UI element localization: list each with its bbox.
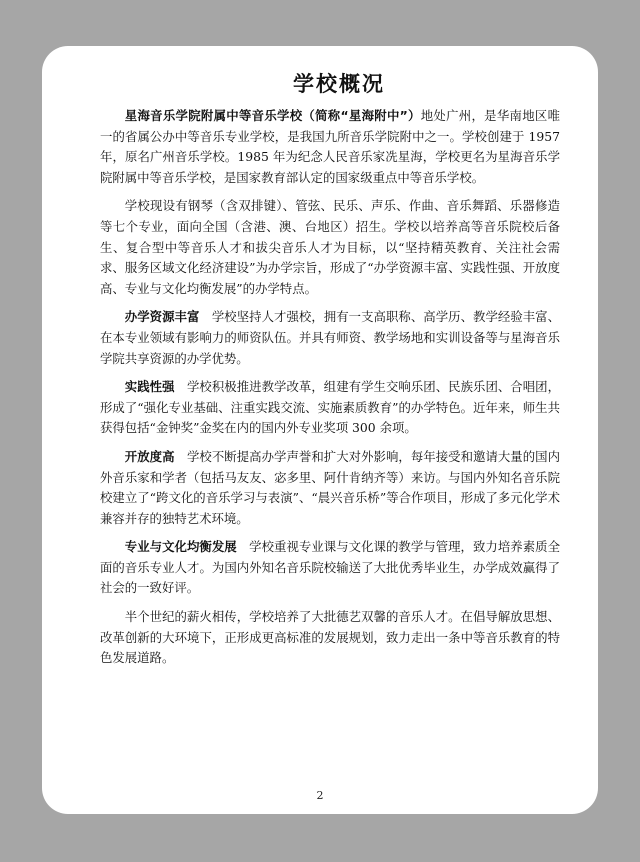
- page-title: 学校概况: [293, 72, 385, 96]
- paragraph-text: 学校现设有钢琴（含双排键）、管弦、民乐、声乐、作曲、音乐舞蹈、乐器修造等七个专业，面向全国（含港、澳、台地区）招生。学校以培养高等音乐院校后备生、复合型中等音乐人才和拔尖音乐人才为目标，以“坚持精英教育、关注社会需求、服务区域文化经济建设”为办学宗旨，形成了“办学资源丰富、实践性强、开放度高、专业与文化均衡发展”的办学特点。: [100, 198, 560, 296]
- paragraph-lead: 办学资源丰富: [124, 309, 200, 325]
- paragraph-text: 学校坚持人才强校，拥有一支高职称、高学历、教学经验丰富、在本专业领域有影响力的师资队伍。并具有师资、教学场地和实训设备等与星海音乐学院共享资源的办学优势。: [100, 309, 561, 366]
- paragraph-text: 地处广州，是华南地区唯一的省属公办中等音乐专业学校，是我国九所音乐学院附中之一。学校创建于 1957 年，原名广州音乐学校。1985 年为纪念人民音乐家冼星海，学校更名为星海音乐学院附属中等音乐学校，是国家教育部认定的国家级重点中等音乐学校。: [100, 108, 560, 185]
- paragraph-intro: [100, 106, 560, 188]
- paragraph-lead: 星海音乐学院附属中等音乐学校（简称“星海附中”）: [124, 108, 421, 123]
- page-number: 2: [316, 789, 324, 802]
- paragraph-lead: 专业与文化均衡发展: [124, 539, 237, 555]
- paragraph-closing: [100, 607, 560, 669]
- paragraph-openness: [100, 447, 560, 529]
- paragraph-text: 学校不断提高办学声誉和扩大对外影响，每年接受和邀请大量的国内外音乐家和学者（包括马友友、宓多里、阿什肯纳齐等）来访。与国内外知名音乐院校建立了“跨文化的音乐学习与表演”、“晨兴音乐桥”等合作项目，形成了多元化学术兼容并存的独特艺术环境。: [100, 448, 561, 526]
- paragraph-text: 学校积极推进教学改革，组建有学生交响乐团、民族乐团、合唱团，形成了“强化专业基础、注重实践交流、实施素质教育”的办学特色。近年来，师生共获得包括“金钟奖”金奖在内的国内外专业奖项 300 余项。: [100, 379, 561, 436]
- paragraph-majors: [100, 196, 560, 299]
- document-page: [42, 46, 598, 814]
- paragraph-practice: [100, 377, 560, 439]
- paragraph-text: 半个世纪的薪火相传，学校培养了大批德艺双馨的音乐人才。在倡导解放思想、改革创新的大环境下，正形成更高标准的发展规划，致力走出一条中等音乐教育的特色发展道路。: [100, 609, 560, 666]
- paragraph-text: 学校重视专业课与文化课的教学与管理，致力培养素质全面的音乐专业人才。为国内外知名音乐院校输送了大批优秀毕业生，办学成效赢得了社会的一致好评。: [100, 539, 561, 596]
- paragraph-lead: 开放度高: [124, 448, 175, 464]
- paragraph-resources: [100, 307, 560, 369]
- paragraph-lead: 实践性强: [124, 379, 175, 395]
- paragraph-balance: [100, 537, 560, 599]
